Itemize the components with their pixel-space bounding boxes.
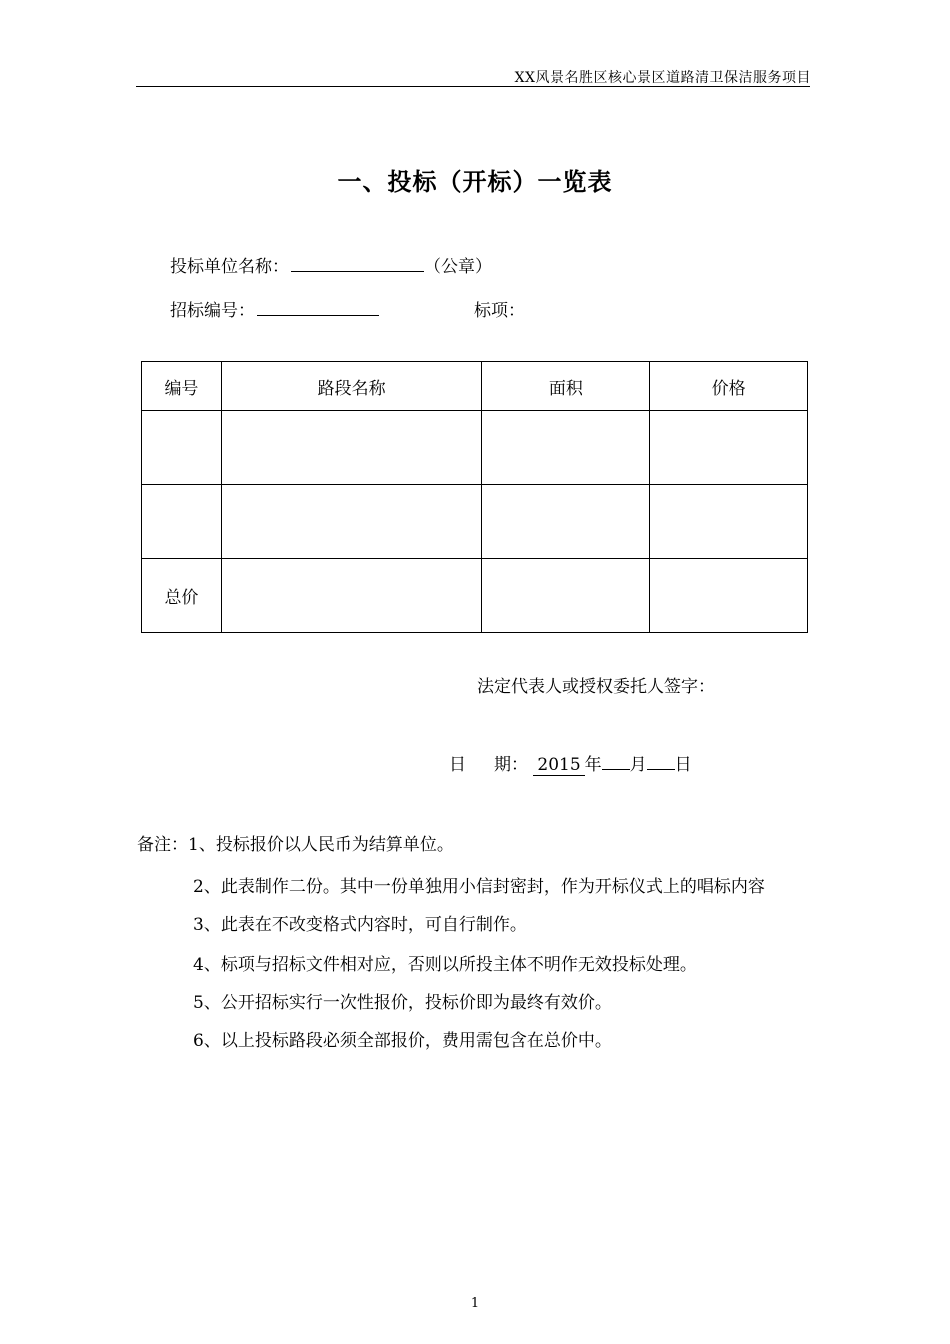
table-cell[interactable] xyxy=(650,559,808,633)
table-cell[interactable] xyxy=(221,559,482,633)
note-item-1: 备注：1、投标报价以人民币为结算单位。 xyxy=(137,835,454,855)
tender-number-blank[interactable] xyxy=(257,296,379,316)
date-month-unit: 月 xyxy=(629,755,647,775)
table-cell[interactable] xyxy=(650,411,808,485)
table-row xyxy=(142,485,808,559)
note-item-2: 2、此表制作二份。其中一份单独用小信封密封，作为开标仪式上的唱标内容 xyxy=(193,877,765,897)
table-row xyxy=(142,411,808,485)
date-line xyxy=(449,750,692,776)
seal-label: （公章） xyxy=(424,257,492,277)
page-title: 一、投标（开标）一览表 xyxy=(337,167,613,196)
bidder-name-label: 投标单位名称： xyxy=(170,257,289,277)
bid-item-label: 标项： xyxy=(474,301,525,321)
total-row xyxy=(142,559,808,633)
table-cell[interactable] xyxy=(142,485,222,559)
table-cell[interactable] xyxy=(221,411,482,485)
table-cell[interactable] xyxy=(142,411,222,485)
header-cell-road-name: 路段名称 xyxy=(221,362,482,411)
total-label-cell: 总价 xyxy=(142,559,222,633)
note-item-3: 3、此表在不改变格式内容时，可自行制作。 xyxy=(193,915,527,935)
date-month-blank[interactable] xyxy=(602,750,630,770)
header-rule xyxy=(136,86,810,87)
table-cell[interactable] xyxy=(650,485,808,559)
bidder-name-line xyxy=(170,252,492,277)
tender-number-line xyxy=(170,296,525,321)
table-cell[interactable] xyxy=(482,411,650,485)
page-header-title: XX风景名胜区核心景区道路清卫保洁服务项目 xyxy=(514,70,811,86)
note-item-6: 6、以上投标路段必须全部报价，费用需包含在总价中。 xyxy=(193,1031,612,1051)
date-label-ri: 日 xyxy=(449,755,466,775)
table-cell[interactable] xyxy=(482,559,650,633)
tender-number-label: 招标编号： xyxy=(170,301,255,321)
header-cell-area: 面积 xyxy=(482,362,650,411)
date-label-qi: 期： xyxy=(494,755,528,775)
bidder-name-blank[interactable] xyxy=(291,252,424,272)
date-year-unit: 年 xyxy=(584,755,602,775)
header-cell-number: 编号 xyxy=(142,362,222,411)
signature-label: 法定代表人或授权委托人签字： xyxy=(477,677,715,697)
table-header-row xyxy=(142,362,808,411)
date-day-unit: 日 xyxy=(674,755,692,775)
date-day-blank[interactable] xyxy=(647,750,675,770)
date-year[interactable]: 2015 xyxy=(533,755,584,776)
header-cell-price: 价格 xyxy=(650,362,808,411)
table-cell[interactable] xyxy=(482,485,650,559)
note-item-5: 5、公开招标实行一次性报价，投标价即为最终有效价。 xyxy=(193,993,612,1013)
bid-summary-table xyxy=(141,361,808,633)
page-number: 1 xyxy=(470,1296,480,1311)
note-item-4: 4、标项与招标文件相对应，否则以所投主体不明作无效投标处理。 xyxy=(193,955,697,975)
table-cell[interactable] xyxy=(221,485,482,559)
